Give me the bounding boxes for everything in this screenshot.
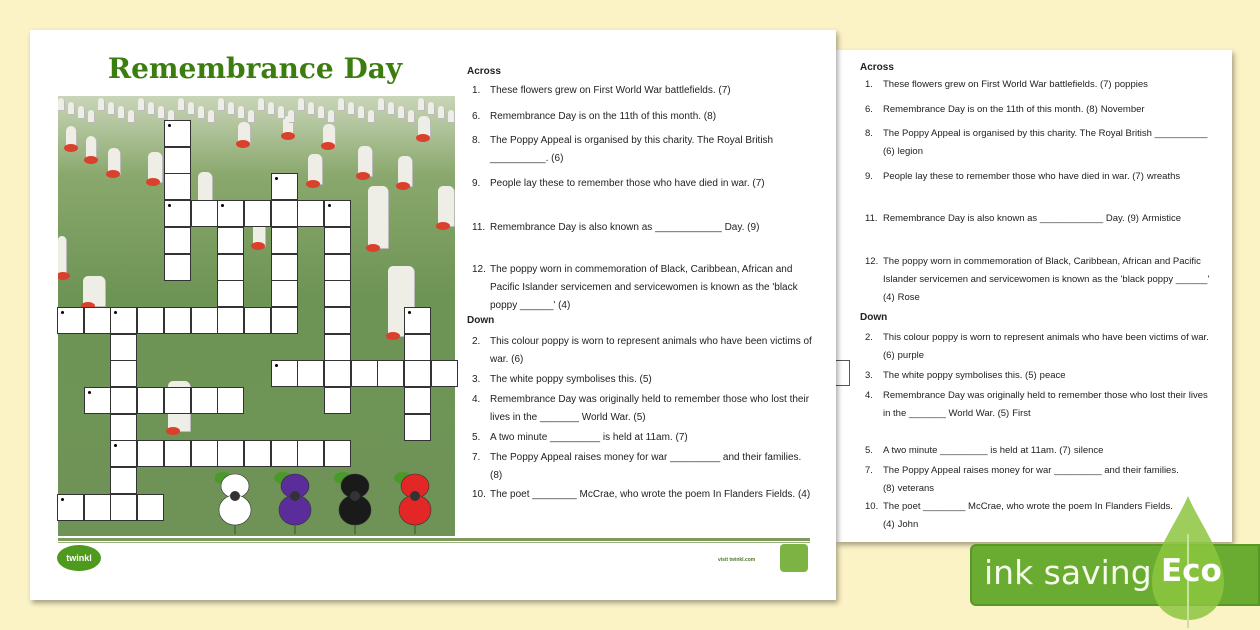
clue-text xyxy=(883,210,1210,228)
clue-text-body: The Poppy Appeal is organised by this charity. The Royal British __________. (6) xyxy=(490,135,774,164)
poppy-wreath xyxy=(386,332,400,340)
clue-number: 6. xyxy=(865,104,873,115)
poppy-wreath xyxy=(106,170,120,178)
clue-text-body: Remembrance Day was originally held to remember those who lost their lives in the _______ World War. (5) xyxy=(883,390,1208,419)
clue-number: 3. xyxy=(472,374,481,385)
poppy-wreath xyxy=(396,182,410,190)
gravestone xyxy=(278,106,284,118)
clue-text-body: The poppy worn in commemoration of Black, Caribbean, African and Pacific Islander servicemen and servicewomen is known as the 'black poppy ______' (4) xyxy=(883,256,1210,303)
clue-down xyxy=(865,329,1210,365)
gravestone xyxy=(228,102,234,114)
gravestone xyxy=(118,106,124,118)
clue-text-body: The Poppy Appeal raises money for war _________ and their families. (8) xyxy=(883,465,1179,494)
crossword-cell[interactable] xyxy=(191,200,218,227)
crossword-cell[interactable] xyxy=(244,307,271,334)
crossword-cell[interactable] xyxy=(217,307,244,334)
worksheet-title: Remembrance Day xyxy=(107,52,403,85)
clue-across xyxy=(472,261,812,315)
gravestone xyxy=(178,98,184,110)
ink-saving-label: ink saving xyxy=(984,553,1152,592)
gravestone xyxy=(288,110,294,122)
clue-answer: Rose xyxy=(897,292,920,303)
grid-cell-fragment xyxy=(834,360,850,386)
clue-text xyxy=(490,132,812,168)
clue-number: 5. xyxy=(865,445,873,456)
clue-text xyxy=(490,261,812,315)
clue-number: 4. xyxy=(472,394,481,405)
clue-answer: legion xyxy=(897,146,923,157)
clue-number: 7. xyxy=(472,452,481,463)
clue-number: 4. xyxy=(865,390,873,401)
clue-answer: peace xyxy=(1039,370,1066,381)
clue-number: 2. xyxy=(472,336,481,347)
crossword-cell[interactable] xyxy=(84,387,111,414)
poppy-wreath xyxy=(166,427,180,435)
clue-number-marker xyxy=(275,177,278,180)
crossword-cell[interactable] xyxy=(57,307,84,334)
clue-number: 3. xyxy=(865,370,873,381)
clue-text xyxy=(490,82,812,100)
crossword-cell[interactable] xyxy=(164,120,191,147)
crossword-cell[interactable] xyxy=(164,227,191,254)
poppy-illustrations xyxy=(215,468,455,538)
gravestone xyxy=(58,236,66,276)
clue-text xyxy=(883,462,1210,498)
gravestone xyxy=(58,98,64,110)
gravestone xyxy=(438,106,444,118)
crossword-cell[interactable] xyxy=(244,200,271,227)
poppy-wreath xyxy=(236,140,250,148)
crossword-cell[interactable] xyxy=(137,494,164,521)
footer-divider-thin xyxy=(58,542,810,543)
clue-text-body: A two minute _________ is held at 11am. (7) xyxy=(883,445,1071,456)
crossword-cell[interactable] xyxy=(137,387,164,414)
clue-across xyxy=(472,132,812,168)
gravestone xyxy=(448,110,454,122)
clue-answer: November xyxy=(1100,104,1145,115)
clue-across xyxy=(472,82,812,100)
gravestone xyxy=(138,98,144,110)
clue-across xyxy=(865,168,1210,186)
poppy-wreath xyxy=(321,142,335,150)
clue-text-body: Remembrance Day is on the 11th of this month. (8) xyxy=(490,111,717,122)
poppy-wreath xyxy=(416,134,430,142)
crossword-cell[interactable] xyxy=(110,414,137,441)
clue-text xyxy=(883,101,1210,119)
clue-number: 1. xyxy=(472,85,481,96)
clue-text-body: These flowers grew on First World War battlefields. (7) xyxy=(490,85,731,96)
crossword-cell[interactable] xyxy=(271,254,298,281)
gravestone xyxy=(418,98,424,110)
clue-number: 6. xyxy=(472,111,481,122)
crossword-cell[interactable] xyxy=(57,494,84,521)
crossword-cell[interactable] xyxy=(404,334,431,361)
crossword-cell[interactable] xyxy=(404,307,431,334)
crossword-cell[interactable] xyxy=(164,440,191,467)
clue-text xyxy=(883,125,1210,161)
crossword-cell[interactable] xyxy=(324,387,351,414)
clue-text xyxy=(883,367,1210,385)
gravestone xyxy=(358,106,364,118)
crossword-cell[interactable] xyxy=(137,307,164,334)
clue-text-body: This colour poppy is worn to represent animals who have been victims of war. (6) xyxy=(883,332,1209,361)
crossword-cell[interactable] xyxy=(191,440,218,467)
clue-text xyxy=(490,175,812,193)
clue-text-body: The Poppy Appeal is organised by this charity. The Royal British __________ (6) xyxy=(883,128,1208,157)
crossword-cell[interactable] xyxy=(217,387,244,414)
crossword-cell[interactable] xyxy=(271,440,298,467)
crossword-cell[interactable] xyxy=(297,360,324,387)
poppy-wreath xyxy=(366,244,380,252)
clue-number-marker xyxy=(408,311,411,314)
gravestone xyxy=(88,110,94,122)
clue-text xyxy=(490,333,812,369)
crossword-cell[interactable] xyxy=(404,414,431,441)
clue-text xyxy=(490,108,812,126)
worksheet-page-preview xyxy=(30,30,836,600)
crossword-cell[interactable] xyxy=(271,227,298,254)
crossword-cell[interactable] xyxy=(164,307,191,334)
clue-number-marker xyxy=(168,124,171,127)
crossword-cell[interactable] xyxy=(164,387,191,414)
crossword-cell[interactable] xyxy=(351,360,378,387)
gravestone xyxy=(398,106,404,118)
crossword-cell[interactable] xyxy=(217,227,244,254)
crossword-cell[interactable] xyxy=(110,440,137,467)
crossword-cell[interactable] xyxy=(324,227,351,254)
across-heading: Across xyxy=(467,66,501,77)
clue-number-marker xyxy=(328,204,331,207)
crossword-cell[interactable] xyxy=(271,173,298,200)
gravestone xyxy=(108,102,114,114)
clue-number: 11. xyxy=(472,222,486,233)
crossword-cell[interactable] xyxy=(324,280,351,307)
clue-answer: wreaths xyxy=(1146,171,1181,182)
clue-down xyxy=(472,429,812,447)
clue-number: 10. xyxy=(472,489,486,500)
clue-answer: silence xyxy=(1073,445,1104,456)
clue-text-body: Remembrance Day is also known as ____________ Day. (9) xyxy=(883,213,1139,224)
clue-text-body: The white poppy symbolises this. (5) xyxy=(490,374,652,385)
clue-text-body: The Poppy Appeal raises money for war _________ and their families. (8) xyxy=(490,452,802,481)
clue-down xyxy=(865,462,1210,498)
gravestone xyxy=(218,98,224,110)
gravestone xyxy=(68,102,74,114)
clue-text xyxy=(490,391,812,427)
footer-text: visit twinkl.com xyxy=(718,557,756,563)
crossword-cell[interactable] xyxy=(217,200,244,227)
clue-number-marker xyxy=(61,498,64,501)
clue-text-body: The poppy worn in commemoration of Black, Caribbean, African and Pacific Islander servicemen and servicewomen is known as the 'black poppy ______' (4) xyxy=(490,264,798,311)
across-heading: Across xyxy=(860,62,894,73)
clue-number: 5. xyxy=(472,432,481,443)
clue-text-body: The poet ________ McCrae, who wrote the poem In Flanders Fields. (4) xyxy=(490,489,811,500)
crossword-cell[interactable] xyxy=(110,307,137,334)
black-poppy-icon xyxy=(334,472,371,534)
gravestone xyxy=(98,98,104,110)
gravestone xyxy=(338,98,344,110)
clue-across xyxy=(472,219,812,237)
poppy-wreath xyxy=(58,272,70,280)
gravestone xyxy=(328,110,334,122)
clue-text-body: The white poppy symbolises this. (5) xyxy=(883,370,1037,381)
crossword-cell[interactable] xyxy=(110,360,137,387)
clue-number-marker xyxy=(61,311,64,314)
crossword-cell[interactable] xyxy=(324,360,351,387)
gravestone xyxy=(368,186,388,248)
gravestone xyxy=(78,106,84,118)
crossword-cell[interactable] xyxy=(324,200,351,227)
crossword-cell[interactable] xyxy=(271,360,298,387)
crossword-cell[interactable] xyxy=(164,200,191,227)
crossword-cell[interactable] xyxy=(324,334,351,361)
clue-text-body: People lay these to remember those who have died in war. (7) xyxy=(883,171,1144,182)
crossword-cell[interactable] xyxy=(217,440,244,467)
crossword-cell[interactable] xyxy=(244,440,271,467)
clue-text-body: These flowers grew on First World War battlefields. (7) xyxy=(883,79,1112,90)
crossword-cell[interactable] xyxy=(271,307,298,334)
clue-answer: Armistice xyxy=(1141,213,1181,224)
clue-number: 8. xyxy=(472,135,481,146)
clue-text xyxy=(490,371,812,389)
crossword-cell[interactable] xyxy=(164,254,191,281)
crossword-cell[interactable] xyxy=(164,147,191,174)
clue-number: 9. xyxy=(472,178,481,189)
clue-text xyxy=(883,387,1210,423)
clue-down xyxy=(472,371,812,389)
gravestone xyxy=(198,106,204,118)
gravestone xyxy=(268,102,274,114)
white-poppy-icon xyxy=(215,472,251,534)
clue-number: 12. xyxy=(865,256,879,267)
clue-number: 10. xyxy=(865,501,879,512)
footer-badge-icon xyxy=(780,544,808,572)
crossword-cell[interactable] xyxy=(217,280,244,307)
clue-text xyxy=(883,76,1210,94)
gravestone xyxy=(158,106,164,118)
footer-divider xyxy=(58,538,810,541)
crossword-cell[interactable] xyxy=(110,387,137,414)
clue-text xyxy=(883,442,1210,460)
clue-number: 9. xyxy=(865,171,873,182)
clue-number: 7. xyxy=(865,465,873,476)
gravestone xyxy=(378,98,384,110)
poppy-wreath xyxy=(251,242,265,250)
clue-number: 2. xyxy=(865,332,873,343)
crossword-cell[interactable] xyxy=(164,173,191,200)
clue-across xyxy=(865,101,1210,119)
clue-text xyxy=(490,429,812,447)
clue-across xyxy=(865,210,1210,228)
gravestone xyxy=(438,186,454,226)
clue-down xyxy=(472,391,812,427)
crossword-cell[interactable] xyxy=(431,360,458,387)
crossword-cell[interactable] xyxy=(404,387,431,414)
crossword-cell[interactable] xyxy=(297,440,324,467)
clue-across xyxy=(865,76,1210,94)
gravestone xyxy=(348,102,354,114)
gravestone xyxy=(208,110,214,122)
clue-answer: First xyxy=(1012,408,1031,419)
eco-label: Eco xyxy=(1161,553,1222,589)
clue-down xyxy=(472,486,812,504)
crossword-cell[interactable] xyxy=(271,200,298,227)
clue-text xyxy=(490,486,812,504)
clue-across xyxy=(865,125,1210,161)
clue-number-marker xyxy=(114,444,117,447)
red-poppy-icon xyxy=(394,472,431,534)
poppy-wreath xyxy=(146,178,160,186)
answers-page-preview xyxy=(836,50,1232,542)
clue-down xyxy=(472,449,812,485)
crossword-cell[interactable] xyxy=(84,494,111,521)
gravestone xyxy=(388,102,394,114)
down-heading: Down xyxy=(860,312,888,323)
clue-down xyxy=(865,442,1210,460)
clue-number-marker xyxy=(88,391,91,394)
crossword-cell[interactable] xyxy=(191,387,218,414)
clue-text xyxy=(883,329,1210,365)
crossword-cell[interactable] xyxy=(324,440,351,467)
clue-down xyxy=(472,333,812,369)
crossword-cell[interactable] xyxy=(191,307,218,334)
clue-text-body: Remembrance Day was originally held to remember those who lost their lives in the _______ World War. (5) xyxy=(490,394,810,423)
clue-number-marker xyxy=(114,311,117,314)
clue-across xyxy=(865,253,1210,307)
purple-poppy-icon xyxy=(274,472,311,534)
clue-answer: purple xyxy=(897,350,925,361)
gravestone xyxy=(128,110,134,122)
crossword-cell[interactable] xyxy=(110,494,137,521)
poppy-wreath xyxy=(436,222,450,230)
gravestone xyxy=(368,110,374,122)
clue-number: 1. xyxy=(865,79,873,90)
clue-number-marker xyxy=(221,204,224,207)
clue-text xyxy=(490,449,812,485)
poppy-wreath xyxy=(356,172,370,180)
gravestone xyxy=(258,98,264,110)
crossword-cell[interactable] xyxy=(324,254,351,281)
clue-text-body: A two minute _________ is held at 11am. (7) xyxy=(490,432,688,443)
crossword-cell[interactable] xyxy=(137,440,164,467)
gravestone xyxy=(248,110,254,122)
clue-text xyxy=(883,253,1210,307)
clue-text-body: Remembrance Day is also known as ____________ Day. (9) xyxy=(490,222,760,233)
clue-number: 12. xyxy=(472,264,486,275)
clue-answer: John xyxy=(897,519,919,530)
clue-down xyxy=(865,387,1210,423)
clue-text-body: Remembrance Day is on the 11th of this month. (8) xyxy=(883,104,1098,115)
gravestone xyxy=(428,102,434,114)
crossword-cell[interactable] xyxy=(324,307,351,334)
clue-text-body: The poet ________ McCrae, who wrote the poem In Flanders Fields. (4) xyxy=(883,501,1173,530)
clue-answer: veterans xyxy=(897,483,935,494)
poppy-wreath xyxy=(84,156,98,164)
poppy-wreath xyxy=(281,132,295,140)
crossword-cell[interactable] xyxy=(297,200,324,227)
clue-text xyxy=(883,168,1210,186)
gravestone xyxy=(298,98,304,110)
clue-number-marker xyxy=(275,364,278,367)
poppy-wreath xyxy=(306,180,320,188)
down-heading: Down xyxy=(467,315,495,326)
crossword-cell[interactable] xyxy=(377,360,404,387)
crossword-cell[interactable] xyxy=(84,307,111,334)
gravestone xyxy=(238,106,244,118)
crossword-cell[interactable] xyxy=(217,254,244,281)
gravestone xyxy=(148,102,154,114)
clue-number-marker xyxy=(168,204,171,207)
clue-number: 8. xyxy=(865,128,873,139)
clue-text xyxy=(490,219,812,237)
clue-number: 11. xyxy=(865,213,878,224)
gravestone xyxy=(188,102,194,114)
crossword-cell[interactable] xyxy=(271,280,298,307)
poppy-wreath xyxy=(64,144,78,152)
gravestone xyxy=(408,110,414,122)
twinkl-logo: twinkl xyxy=(57,545,101,571)
clue-across xyxy=(472,108,812,126)
crossword-cell[interactable] xyxy=(404,360,431,387)
crossword-cell[interactable] xyxy=(110,334,137,361)
clue-across xyxy=(472,175,812,193)
gravestone xyxy=(308,102,314,114)
clue-text-body: This colour poppy is worn to represent animals who have been victims of war. (6) xyxy=(490,336,812,365)
clue-text-body: People lay these to remember those who have died in war. (7) xyxy=(490,178,765,189)
gravestone xyxy=(318,106,324,118)
crossword-cell[interactable] xyxy=(110,467,137,494)
clue-down xyxy=(865,367,1210,385)
clue-answer: poppies xyxy=(1114,79,1148,90)
